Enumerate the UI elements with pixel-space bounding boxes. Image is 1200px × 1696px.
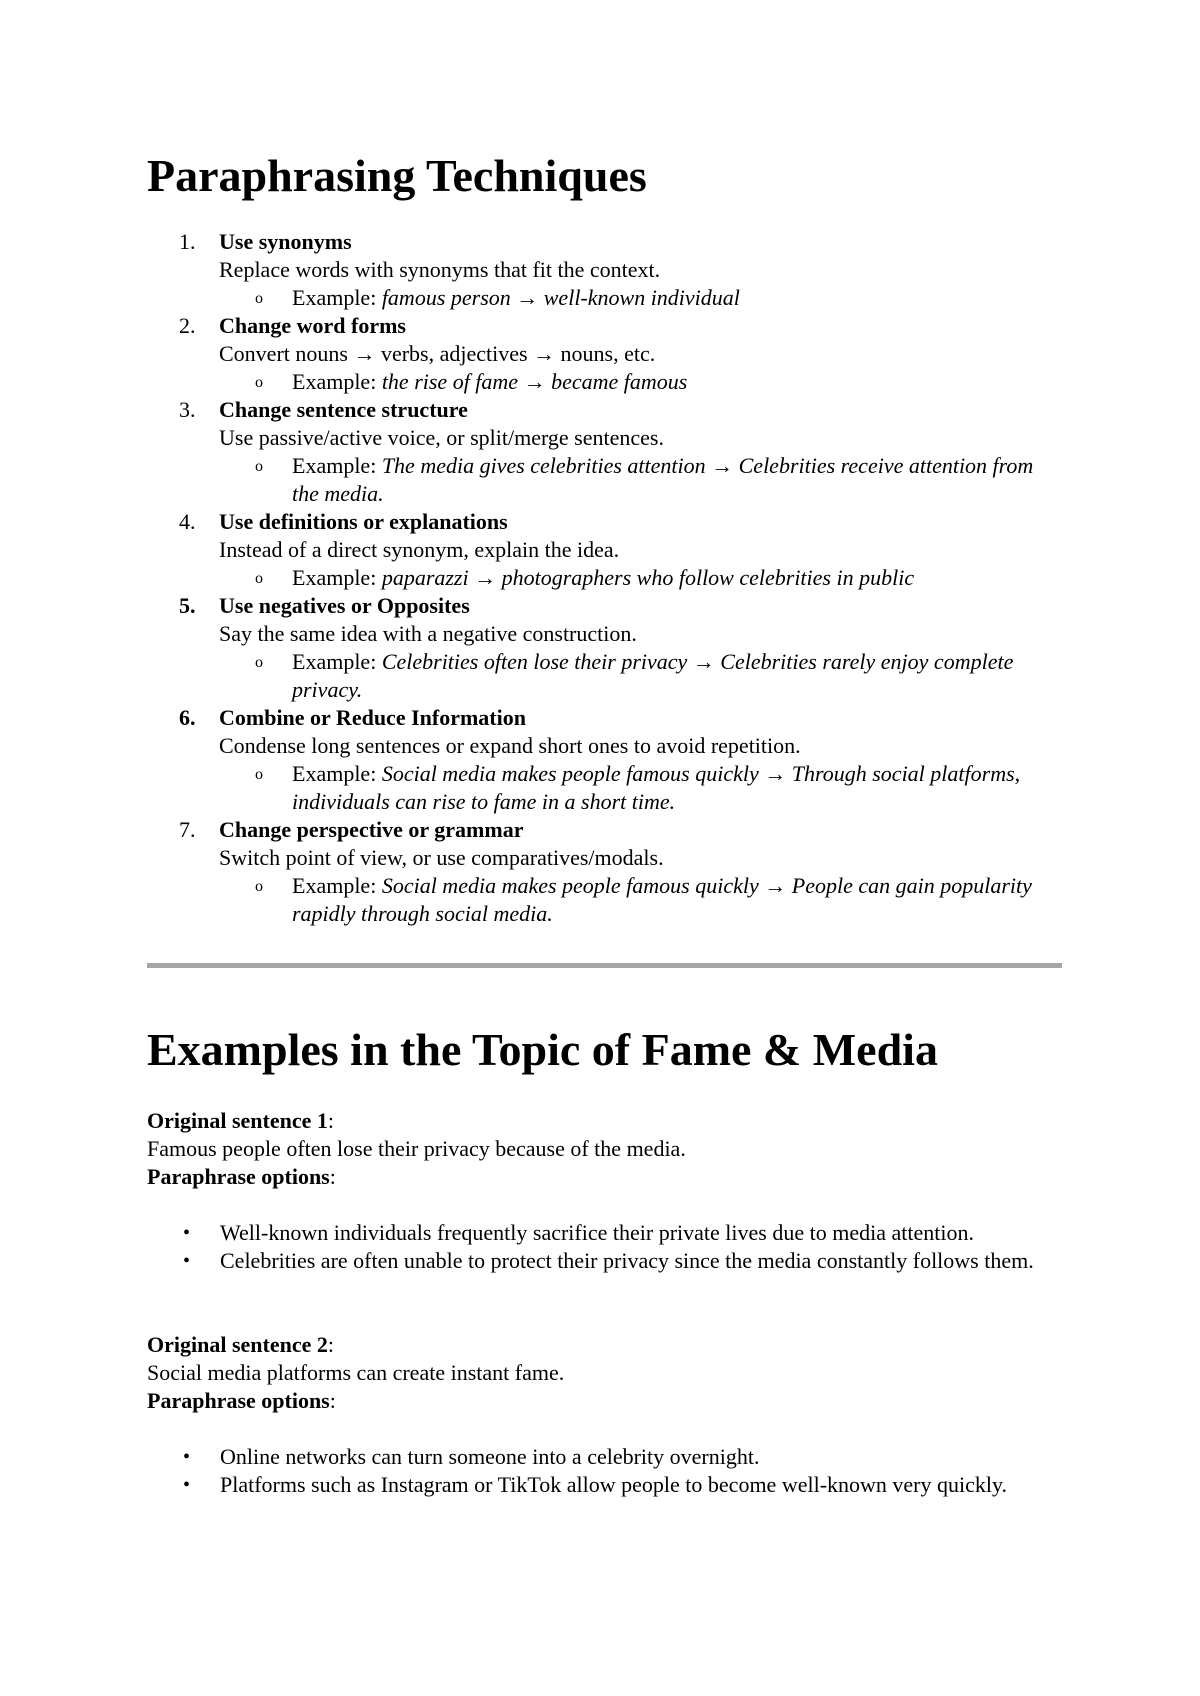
example-item <box>219 872 1062 928</box>
item-title: Change sentence structure <box>219 397 468 422</box>
technique-item <box>147 592 1062 704</box>
item-title: Use synonyms <box>219 229 352 254</box>
techniques-list <box>147 228 1062 928</box>
paraphrase-option <box>147 1471 1062 1499</box>
item-number: 1. <box>179 229 196 254</box>
example-item <box>219 760 1062 816</box>
paraphrase-heading <box>147 1163 1062 1191</box>
example-item <box>219 368 1062 396</box>
technique-item <box>147 704 1062 816</box>
item-number: 2. <box>179 313 196 338</box>
example-label: Example: <box>292 873 382 898</box>
paraphrase-heading <box>147 1387 1062 1415</box>
example-item <box>219 564 1062 592</box>
colon: : <box>327 1108 334 1133</box>
technique-item <box>147 396 1062 508</box>
original-label: Original sentence 2 <box>147 1332 328 1357</box>
item-title: Use negatives or Opposites <box>219 593 470 618</box>
paraphrase-options <box>147 1443 1062 1499</box>
bullet-icon: • <box>183 1474 191 1496</box>
example-label: Example: <box>292 369 382 394</box>
example-text: famous person → well-known individual <box>381 285 740 310</box>
section-title-techniques: Paraphrasing Techniques <box>147 150 647 201</box>
bullet-icon: • <box>183 1222 191 1244</box>
original-sentence: Famous people often lose their privacy because of the media. <box>147 1136 686 1161</box>
item-description: Switch point of view, or use comparatives/modals. <box>219 845 664 870</box>
paraphrase-option <box>147 1443 1062 1471</box>
sub-bullet-icon: o <box>255 374 263 391</box>
example-text: Celebrities often lose their privacy → Celebrities rarely enjoy complete privacy. <box>292 649 1014 702</box>
item-title: Use definitions or explanations <box>219 509 508 534</box>
example-item <box>219 648 1062 704</box>
technique-item <box>147 508 1062 592</box>
technique-item <box>147 228 1062 312</box>
sub-bullet-icon: o <box>255 766 263 783</box>
original-label: Original sentence 1 <box>147 1108 328 1133</box>
item-description: Convert nouns → verbs, adjectives → nouns, etc. <box>219 341 656 366</box>
item-description: Instead of a direct synonym, explain the idea. <box>219 537 620 562</box>
paraphrase-label: Paraphrase options <box>147 1164 330 1189</box>
item-number: 4. <box>179 509 196 534</box>
original-sentence: Social media platforms can create instant fame. <box>147 1360 565 1385</box>
technique-item <box>147 312 1062 396</box>
option-text: Well-known individuals frequently sacrifice their private lives due to media attention. <box>220 1220 974 1245</box>
sub-bullet-icon: o <box>255 654 263 671</box>
item-number: 7. <box>179 817 196 842</box>
item-description: Say the same idea with a negative construction. <box>219 621 637 646</box>
example-text: Social media makes people famous quickly → Through social platforms, individuals can rise to fame in a short time. <box>292 761 1021 814</box>
paraphrase-options <box>147 1219 1062 1275</box>
example-label: Example: <box>292 649 382 674</box>
section-title-examples: Examples in the Topic of Fame & Media <box>147 1024 938 1075</box>
item-description: Replace words with synonyms that fit the context. <box>219 257 661 282</box>
option-text: Online networks can turn someone into a celebrity overnight. <box>220 1444 760 1469</box>
option-text: Celebrities are often unable to protect their privacy since the media constantly follows them. <box>220 1248 1034 1273</box>
sub-bullet-icon: o <box>255 570 263 587</box>
colon: : <box>329 1164 336 1189</box>
example-label: Example: <box>292 453 382 478</box>
example-text: Social media makes people famous quickly → People can gain popularity rapidly through social media. <box>292 873 1032 926</box>
colon: : <box>327 1332 334 1357</box>
option-text: Platforms such as Instagram or TikTok allow people to become well-known very quickly. <box>220 1472 1008 1497</box>
item-number: 3. <box>179 397 196 422</box>
bullet-icon: • <box>183 1250 191 1272</box>
example-label: Example: <box>292 285 382 310</box>
bullet-icon: • <box>183 1446 191 1468</box>
example-item <box>219 452 1062 508</box>
example-label: Example: <box>292 761 382 786</box>
paraphrase-option <box>147 1247 1062 1275</box>
paraphrase-option <box>147 1219 1062 1247</box>
item-description: Use passive/active voice, or split/merge sentences. <box>219 425 664 450</box>
item-title: Combine or Reduce Information <box>219 705 526 730</box>
technique-item <box>147 816 1062 928</box>
sub-bullet-icon: o <box>255 290 263 307</box>
example-label: Example: <box>292 565 382 590</box>
item-number: 5. <box>179 593 196 618</box>
original-heading <box>147 1107 1062 1135</box>
colon: : <box>329 1388 336 1413</box>
example-text: The media gives celebrities attention → Celebrities receive attention from the media. <box>292 453 1034 506</box>
item-title: Change perspective or grammar <box>219 817 524 842</box>
example-block-2 <box>147 1331 1062 1499</box>
sub-bullet-icon: o <box>255 878 263 895</box>
sub-bullet-icon: o <box>255 458 263 475</box>
item-title: Change word forms <box>219 313 406 338</box>
item-number: 6. <box>179 705 196 730</box>
item-description: Condense long sentences or expand short ones to avoid repetition. <box>219 733 801 758</box>
example-item <box>219 284 1062 312</box>
paraphrase-label: Paraphrase options <box>147 1388 330 1413</box>
example-text: paparazzi → photographers who follow celebrities in public <box>381 565 915 590</box>
section-divider <box>147 963 1062 968</box>
example-block-1 <box>147 1107 1062 1275</box>
example-text: the rise of fame → became famous <box>381 369 688 394</box>
original-heading <box>147 1331 1062 1359</box>
